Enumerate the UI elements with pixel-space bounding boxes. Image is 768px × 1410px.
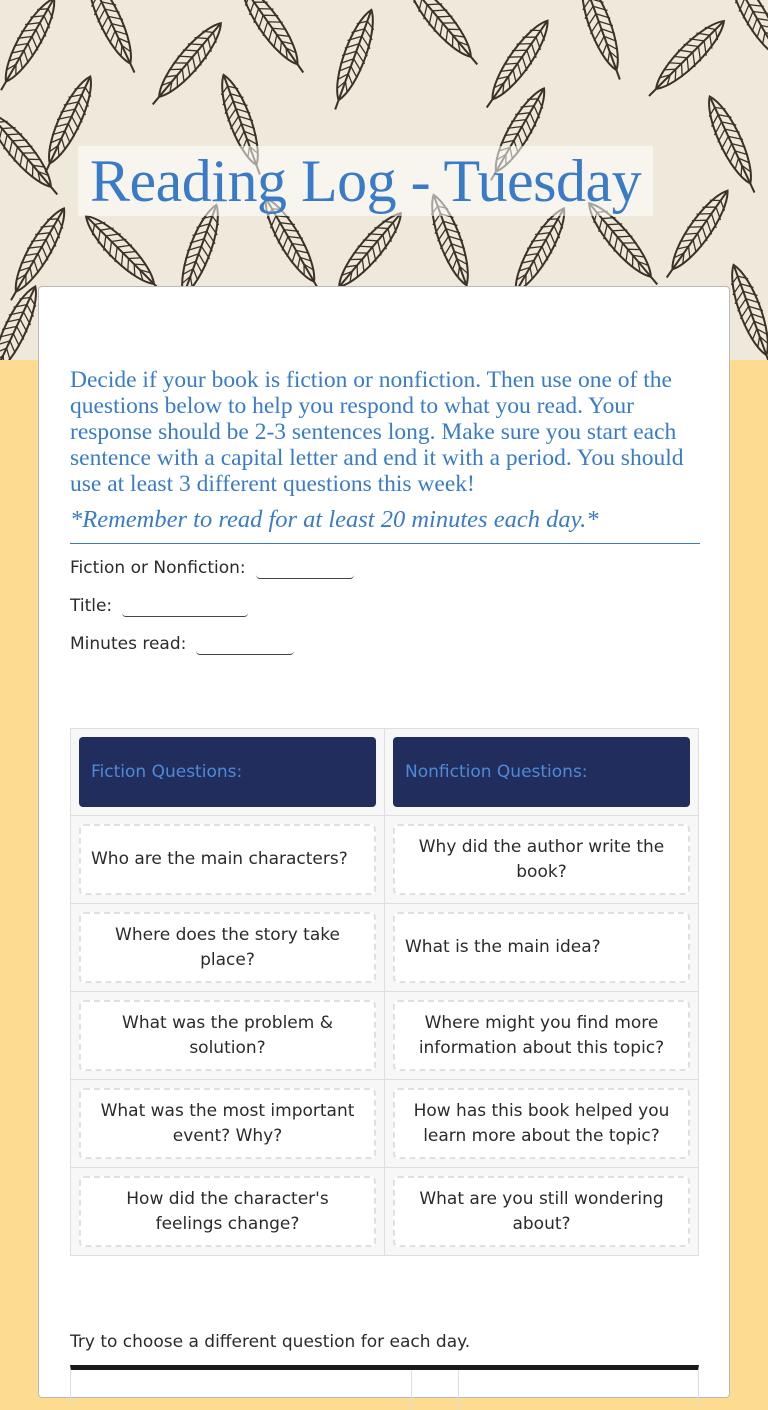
- response-table: [70, 1365, 699, 1405]
- page-title: Reading Log - Tuesday: [90, 148, 642, 214]
- nonfiction-question: How has this book helped you learn more about the topic?: [393, 1088, 690, 1159]
- minutes-label: Minutes read:: [70, 634, 187, 654]
- questions-table: [70, 728, 699, 1256]
- table-row: [71, 1080, 699, 1168]
- title-backdrop: [78, 146, 653, 216]
- fiction-nonfiction-input[interactable]: [256, 560, 354, 579]
- divider: [70, 543, 700, 544]
- table-row: [71, 816, 699, 904]
- title-input[interactable]: [122, 598, 248, 617]
- table-divider: [458, 1370, 459, 1410]
- nonfiction-question: What is the main idea?: [393, 912, 690, 983]
- fiction-question: What was the problem & solution?: [79, 1000, 376, 1071]
- instructions-text: Decide if your book is fiction or nonfiction. Then use one of the questions below to help you respond to what you read. Your response should be 2-3 sentences long. Make sure you start each sentence with a capital letter and end it with a period. You should use at least 3 different questions this week!: [70, 367, 684, 497]
- table-row: [71, 904, 699, 992]
- fiction-question: How did the character's feelings change?: [79, 1176, 376, 1247]
- nonfiction-question: Where might you find more information about this topic?: [393, 1000, 690, 1071]
- table-row: [71, 1168, 699, 1256]
- minutes-field: [70, 631, 294, 655]
- footer-tip: Try to choose a different question for each day.: [70, 1332, 471, 1352]
- minutes-input[interactable]: [196, 636, 294, 655]
- fiction-header: Fiction Questions:: [79, 737, 376, 807]
- fiction-question: Who are the main characters?: [79, 824, 376, 895]
- fiction-nonfiction-label: Fiction or Nonfiction:: [70, 558, 246, 578]
- table-divider: [411, 1370, 412, 1410]
- title-field: [70, 593, 248, 617]
- nonfiction-question: Why did the author write the book?: [393, 824, 690, 895]
- nonfiction-question: What are you still wondering about?: [393, 1176, 690, 1247]
- fiction-question: Where does the story take place?: [79, 912, 376, 983]
- table-row: [71, 992, 699, 1080]
- nonfiction-header: Nonfiction Questions:: [393, 737, 690, 807]
- fiction-nonfiction-field: [70, 555, 354, 579]
- title-label: Title:: [70, 596, 113, 616]
- content-card: [38, 286, 730, 1398]
- reminder-text: *Remember to read for at least 20 minutes each day.*: [70, 506, 599, 533]
- fiction-question: What was the most important event? Why?: [79, 1088, 376, 1159]
- table-header-row: [71, 729, 699, 816]
